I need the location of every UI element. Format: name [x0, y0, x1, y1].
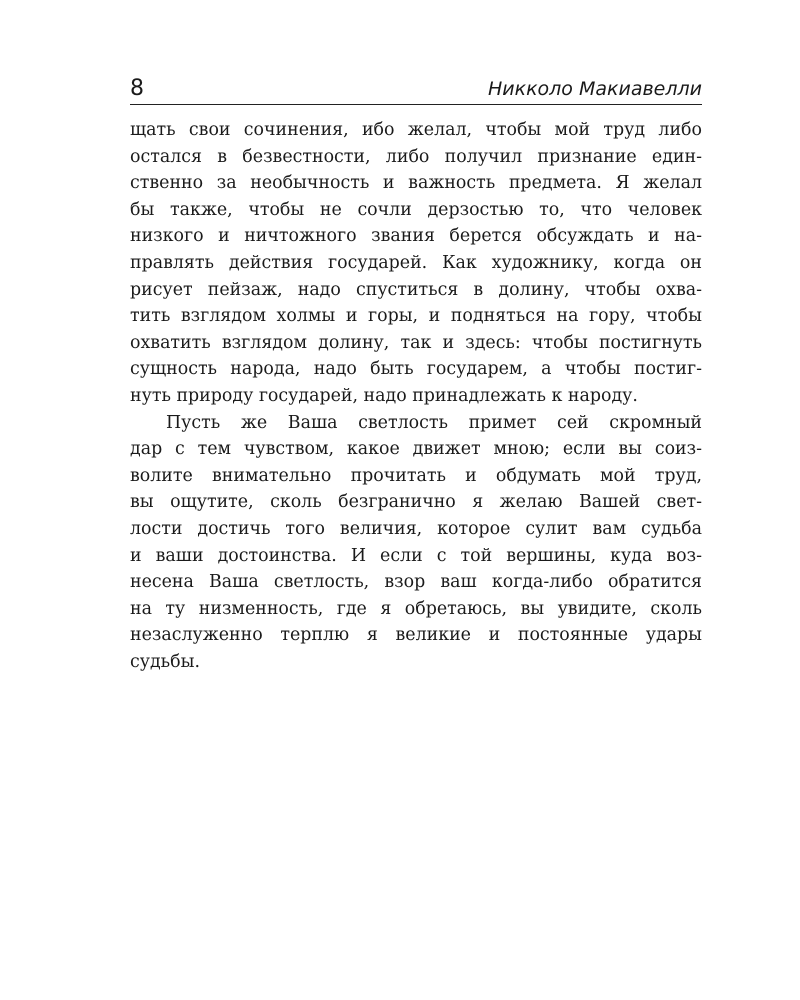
paragraph-2	[130, 410, 702, 676]
page-number: 8	[130, 76, 144, 101]
text-line: сущность народа, надо быть государем, а чтобы постиг-	[130, 359, 702, 380]
running-header	[130, 70, 702, 105]
book-page	[130, 70, 702, 675]
text-line: правлять действия государей. Как художнику, когда он	[130, 252, 702, 273]
running-title: Никколо Макиавелли	[487, 78, 702, 100]
text-line: ственно за необычность и важность предмета. Я желал	[130, 173, 702, 194]
text-line: бы также, чтобы не сочли дерзостью то, что человек	[130, 199, 702, 220]
text-line: и ваши достоинства. И если с той вершины, куда воз-	[130, 545, 702, 566]
text-line: вы ощутите, сколь безгранично я желаю Вашей свет-	[130, 492, 702, 513]
text-line: рисует пейзаж, надо спуститься в долину, чтобы охва-	[130, 279, 702, 300]
text-line: Пусть же Ваша светлость примет сей скромный	[166, 412, 702, 433]
text-line: на ту низменность, где я обретаюсь, вы увидите, сколь	[130, 598, 702, 619]
body-text	[130, 117, 702, 675]
text-line: остался в безвестности, либо получил признание един-	[130, 146, 702, 167]
text-line: волите внимательно прочитать и обдумать мой труд,	[130, 465, 702, 486]
text-line: судьбы.	[130, 651, 200, 672]
text-line: низкого и ничтожного звания берется обсуждать и на-	[130, 226, 702, 247]
text-line: лости достичь того величия, которое сулит вам судьба	[130, 518, 702, 539]
text-line: незаслуженно терплю я великие и постоянные удары	[130, 625, 702, 646]
text-line: нуть природу государей, надо принадлежать к народу.	[130, 385, 638, 406]
text-line: несена Ваша светлость, взор ваш когда-либо обратится	[130, 572, 702, 593]
text-line: дар с тем чувством, какое движет мною; если вы соиз-	[130, 439, 702, 460]
text-line: охватить взглядом долину, так и здесь: чтобы постигнуть	[130, 332, 702, 353]
text-line: щать свои сочинения, ибо желал, чтобы мой труд либо	[130, 120, 702, 140]
paragraph-1	[130, 117, 702, 410]
text-line: тить взглядом холмы и горы, и подняться на гору, чтобы	[130, 306, 702, 327]
